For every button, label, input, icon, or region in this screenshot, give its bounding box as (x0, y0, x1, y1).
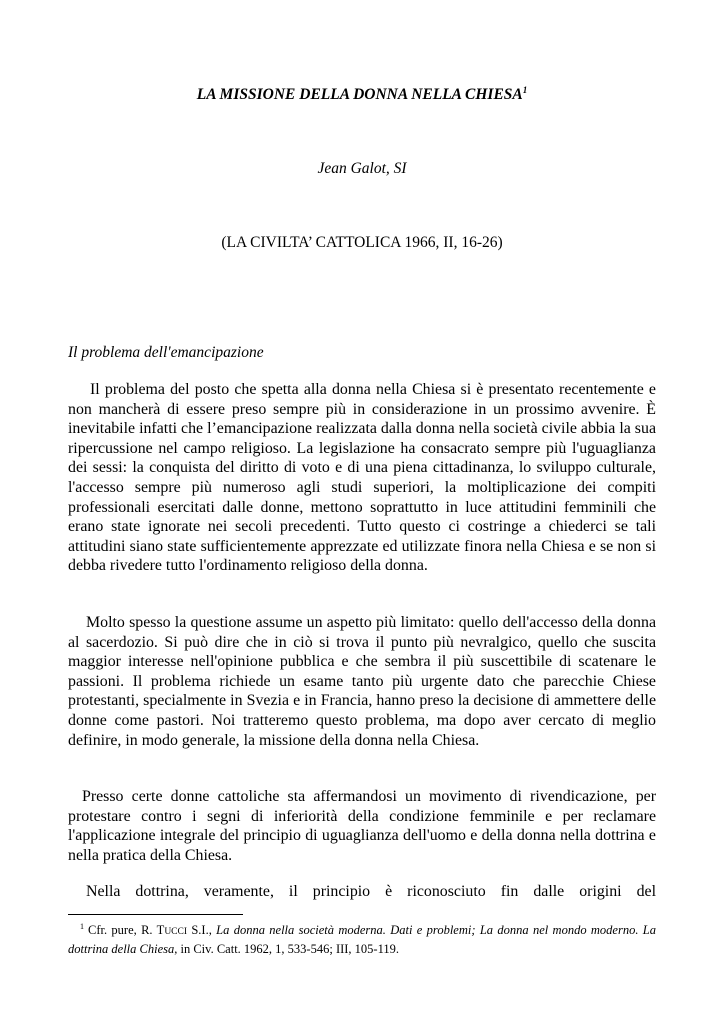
footnote-number: 1 (80, 921, 84, 931)
footnote-author-initial: T (156, 923, 165, 937)
section-heading: Il problema dell'emancipazione (68, 344, 264, 361)
body-paragraph-3: Presso certe donne cattoliche sta affermandosi un movimento di rivendicazione, per protestare contro i segni di inferiorità della condizione femminile e per reclamare l'applicazione integrale del principio di uguaglianza dell'uomo e della donna nella dottrina e nella pratica della Chiesa. (68, 788, 656, 864)
body-paragraph-4: Nella dottrina, veramente, il principio è riconosciuto fin dalle origini del (86, 883, 656, 900)
body-paragraph-2: Molto spesso la questione assume un aspetto più limitato: quello dell'accesso della donna al sacerdozio. Si può dire che in ciò si trova il punto più nevralgico, quello che suscita maggior interesse nell'opinione pubblica e che sembra il più suscettibile di scatenare le passioni. Il problema richiede un esame tanto più urgente dato che parecchie Chiese protestanti, specialmente in Svezia e in Francia, hanno preso la decisione di ammettere delle donne come pastori. Noi tratteremo questo problema, ma dopo aver cercato di meglio definire, in modo generale, la missione della donna nella Chiesa. (68, 614, 656, 749)
footnote-after-author: S.I., (187, 923, 217, 937)
footnote-tail: , in Civ. Catt. 1962, 1, 533-546; III, 105-119. (174, 941, 399, 956)
body-paragraph-1: Il problema del posto che spetta alla donna nella Chiesa si è presentato recentemente e non mancherà di essere preso sempre più in considerazione in un prossimo avvenire. È inevitabile infatti che l’emancipazione realizzata dalla donna nella società civile abbia la sua ripercussione nel campo religioso. La legislazione ha consacrato sempre più l'uguaglianza dei sessi: la conquista del diritto di voto e di una piena cittadinanza, lo sviluppo culturale, l'accesso sempre più numeroso agli studi superiori, la moltiplicazione dei compiti professionali esercitati dalle donne, mettono soprattutto in luce attitudini femminili che erano state ignorate nei secoli precedenti. Tutto questo ci costringe a chiederci se tali attitudini siano state sufficientemente apprezzate ed utilizzate finora nella Chiesa e se non si debba rivedere tutto l'ordinamento religioso della donna. (68, 381, 656, 575)
footnote-author-rest: UCCI (164, 927, 188, 937)
article-title-text: LA MISSIONE DELLA DONNA NELLA CHIESA (196, 86, 523, 103)
author-line: Jean Galot, SI (317, 160, 407, 177)
article-title (0, 86, 724, 104)
footnote-separator (68, 914, 243, 915)
title-footnote-ref: 1 (522, 84, 528, 95)
footnote-lead: Cfr. pure, R. (88, 923, 157, 937)
footnote-work-title: La donna nella società moderna. Dati e problemi; La donna nel mondo moderno. La dottrina della Chiesa (68, 923, 656, 956)
footnote (68, 922, 656, 957)
source-citation: (LA CIVILTA’ CATTOLICA 1966, II, 16-26) (221, 234, 503, 251)
